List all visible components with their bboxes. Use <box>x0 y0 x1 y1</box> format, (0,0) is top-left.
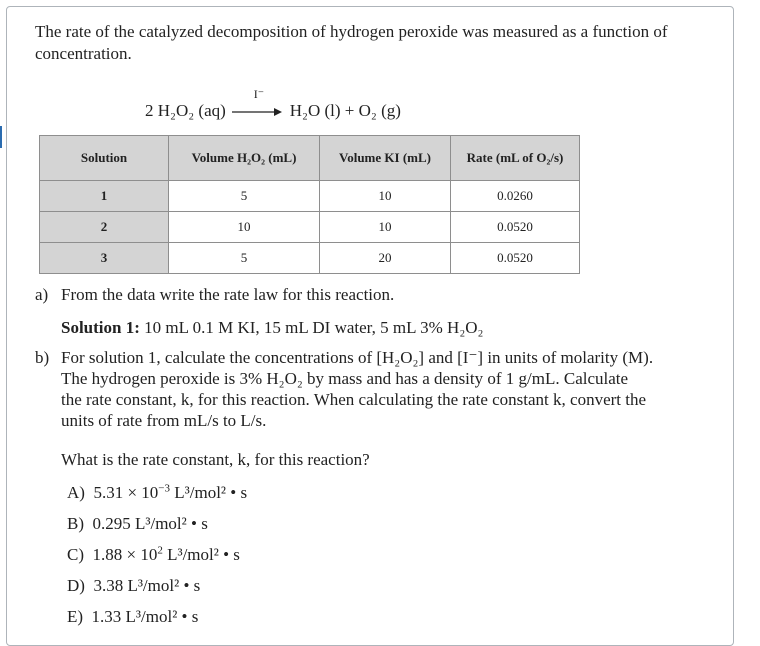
part-b-label: b) <box>35 348 50 367</box>
cell-solution: 1 <box>40 181 169 212</box>
cell-solution: 2 <box>40 212 169 243</box>
option-unit: L³/mol² • s <box>123 576 201 595</box>
solution-1-line <box>61 317 483 338</box>
solution-1-text: 10 mL 0.1 M KI, 15 mL DI water, 5 mL 3% H₂O₂ <box>139 318 484 337</box>
cell-volume-ki: 20 <box>320 243 451 274</box>
question-panel <box>6 6 734 646</box>
option-unit: L³/mol² • s <box>162 545 240 564</box>
part-b-text <box>61 347 653 431</box>
option-value: 0.295 <box>92 514 131 533</box>
option-letter: E) <box>67 607 84 626</box>
cell-volume-h2o2: 10 <box>169 212 320 243</box>
cell-solution: 3 <box>40 243 169 274</box>
intro-text: The rate of the catalyzed decomposition of hydrogen peroxide was measured as a function of concentration. <box>35 22 668 63</box>
question-text: What is the rate constant, k, for this reaction? <box>61 450 370 469</box>
option-e[interactable] <box>67 607 198 627</box>
table-header-row <box>40 136 580 181</box>
solution-1-label: Solution 1: <box>61 318 140 337</box>
part-a-text: From the data write the rate law for this reaction. <box>61 285 395 304</box>
header-volume-h2o2: Volume H₂O₂ (mL) <box>169 136 320 181</box>
option-letter: A) <box>67 483 85 502</box>
table-row <box>40 181 580 212</box>
option-unit: L³/mol² • s <box>170 483 248 502</box>
left-edge-marker <box>0 126 2 148</box>
data-table <box>39 135 580 274</box>
part-b-line: The hydrogen peroxide is 3% H₂O₂ by mass and has a density of 1 g/mL. Calculate <box>61 369 629 388</box>
option-b[interactable] <box>67 514 208 534</box>
option-unit: L³/mol² • s <box>130 514 208 533</box>
part-b-line: the rate constant, k, for this reaction. When calculating the rate constant k, convert the <box>61 390 647 409</box>
header-volume-ki: Volume KI (mL) <box>320 136 451 181</box>
table-row <box>40 243 580 274</box>
option-exponent: 2 <box>157 544 163 557</box>
table-row <box>40 212 580 243</box>
cell-volume-h2o2: 5 <box>169 181 320 212</box>
reaction-equation <box>145 87 401 121</box>
option-letter: B) <box>67 514 84 533</box>
cell-volume-h2o2: 5 <box>169 243 320 274</box>
part-b-line: For solution 1, calculate the concentrations of [H₂O₂] and [I⁻] in units of molarity (M). <box>61 348 654 367</box>
cell-rate: 0.0520 <box>451 212 580 243</box>
cell-rate: 0.0520 <box>451 243 580 274</box>
option-a[interactable] <box>67 483 247 503</box>
products: H₂O (l) + O₂ (g) <box>289 101 401 120</box>
cell-rate: 0.0260 <box>451 181 580 212</box>
option-c[interactable] <box>67 545 240 565</box>
cell-volume-ki: 10 <box>320 212 451 243</box>
option-value: 1.33 <box>91 607 122 626</box>
part-a-label: a) <box>35 285 49 304</box>
option-value: 1.88 × 10 <box>92 545 158 564</box>
catalyst-label: I⁻ <box>253 87 265 101</box>
option-exponent: −3 <box>158 482 171 495</box>
option-d[interactable] <box>67 576 200 596</box>
option-letter: D) <box>67 576 85 595</box>
reactant: 2 H₂O₂ (aq) <box>145 101 226 120</box>
option-letter: C) <box>67 545 84 564</box>
reaction-arrow <box>232 87 284 121</box>
part-b-line: units of rate from mL/s to L/s. <box>61 411 267 430</box>
cell-volume-ki: 10 <box>320 181 451 212</box>
option-value: 3.38 <box>93 576 124 595</box>
header-solution: Solution <box>40 136 169 181</box>
header-rate: Rate (mL of O₂/s) <box>451 136 580 181</box>
option-unit: L³/mol² • s <box>121 607 199 626</box>
option-value: 5.31 × 10 <box>93 483 159 502</box>
arrow-icon <box>232 107 282 117</box>
